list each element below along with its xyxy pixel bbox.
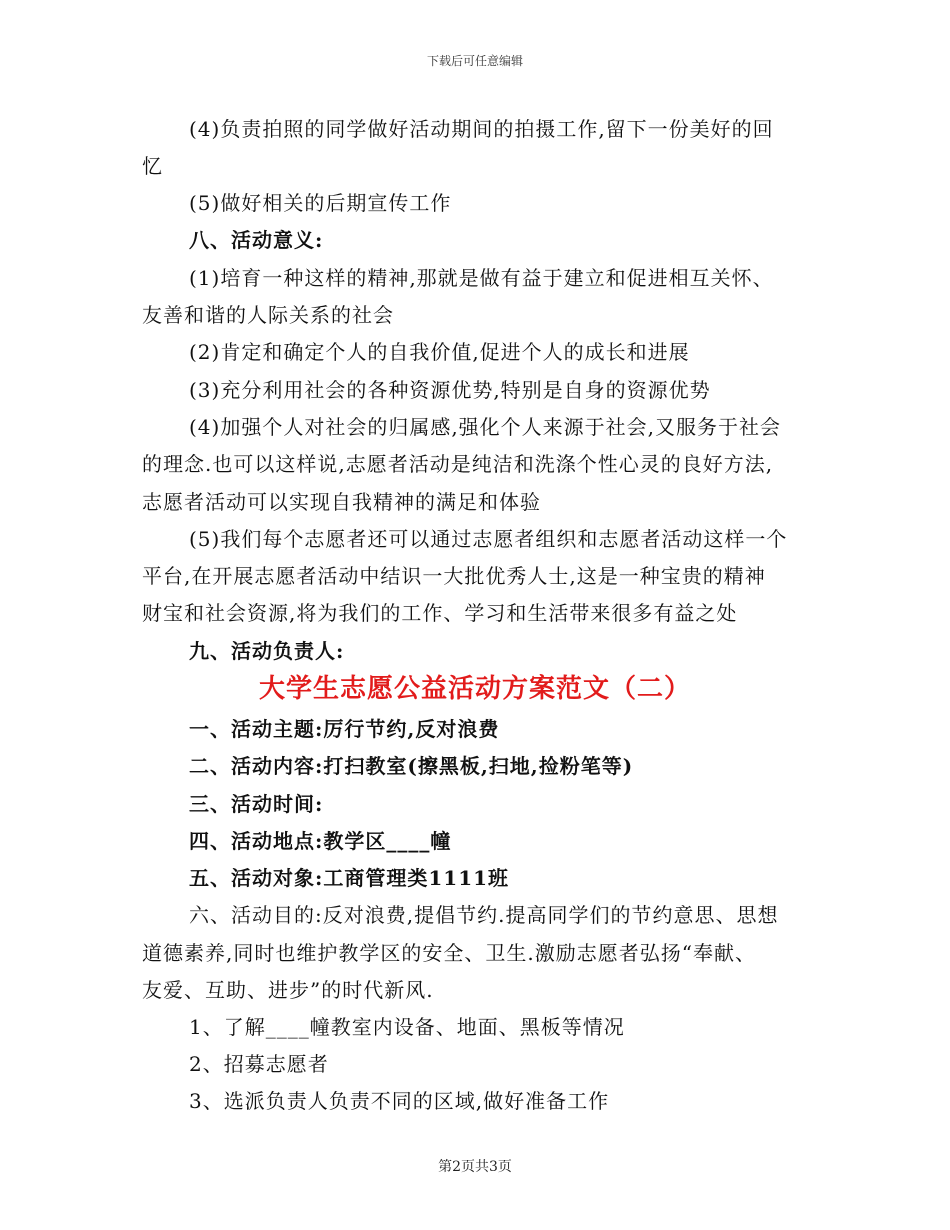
paragraph-line: (2)肯定和确定个人的自我价值,促进个人的成长和进展 (189, 340, 690, 364)
section-heading: 五、活动对象:工商管理类1111班 (189, 866, 510, 890)
list-item: 3、选派负责人负责不同的区域,做好准备工作 (189, 1089, 610, 1113)
section-heading: 四、活动地点:教学区____幢 (189, 829, 452, 853)
paragraph-line: (4)加强个人对社会的归属感,强化个人来源于社会,又服务于社会 (189, 415, 782, 439)
paragraph-line: 平台,在开展志愿者活动中结识一大批优秀人士,这是一种宝贵的精神 (142, 564, 766, 588)
page-footer: 第2页共3页 (438, 1159, 512, 1175)
section-heading: 一、活动主题:厉行节约,反对浪费 (189, 717, 500, 741)
paragraph-line: 友善和谐的人际关系的社会 (142, 303, 394, 327)
section-heading: 二、活动内容:打扫教室(擦黑板,扫地,捡粉笔等) (189, 754, 634, 778)
list-item: 2、招募志愿者 (189, 1052, 329, 1076)
paragraph-line: 忆 (142, 154, 163, 178)
paragraph-line: (5)我们每个志愿者还可以通过志愿者组织和志愿者活动这样一个 (189, 527, 788, 551)
paragraph-line: 六、活动目的:反对浪费,提倡节约.提高同学们的节约意思、思想 (189, 903, 779, 927)
section-heading: 八、活动意义: (189, 228, 324, 252)
paragraph-line: (5)做好相关的后期宣传工作 (189, 191, 452, 215)
document-title: 大学生志愿公益活动方案范文（二） (258, 674, 691, 704)
paragraph-line: (3)充分利用社会的各种资源优势,特别是自身的资源优势 (189, 378, 711, 402)
section-heading: 三、活动时间: (189, 792, 324, 816)
paragraph-line: (1)培育一种这样的精神,那就是做有益于建立和促进相互关怀、 (189, 266, 774, 290)
paragraph-line: (4)负责拍照的同学做好活动期间的拍摄工作,留下一份美好的回 (189, 117, 774, 141)
list-item: 1、了解____幢教室内设备、地面、黑板等情况 (189, 1015, 625, 1039)
paragraph-line: 友爱、互助、进步”的时代新风. (142, 978, 434, 1002)
section-heading: 九、活动负责人: (189, 639, 345, 663)
paragraph-line: 道德素养,同时也维护教学区的安全、卫生.激励志愿者弘扬“奉献、 (142, 941, 756, 965)
paragraph-line: 财宝和社会资源,将为我们的工作、学习和生活带来很多有益之处 (142, 601, 738, 625)
page-header: 下载后可任意编辑 (426, 54, 523, 68)
paragraph-line: 志愿者活动可以实现自我精神的满足和体验 (142, 490, 541, 514)
paragraph-line: 的理念.也可以这样说,志愿者活动是纯洁和洗涤个性心灵的良好方法, (142, 452, 774, 476)
